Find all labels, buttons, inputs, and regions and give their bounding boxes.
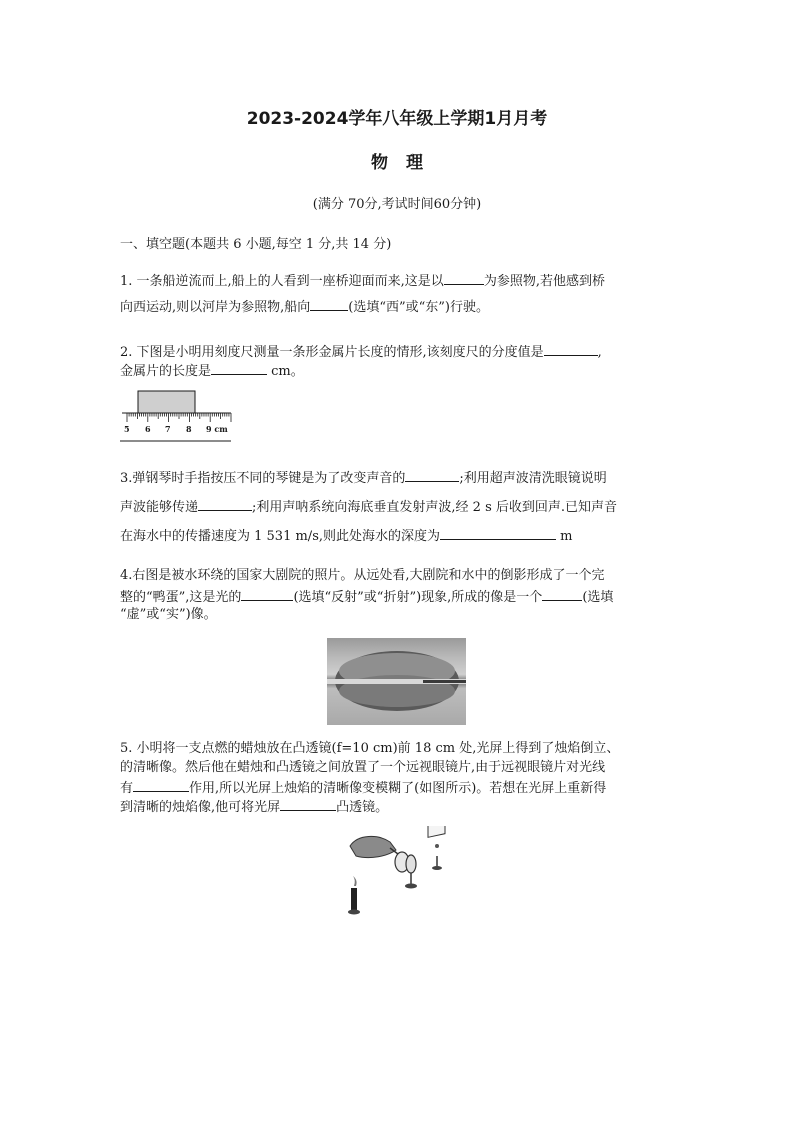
ruler-label-8: 8 <box>186 424 192 434</box>
ruler-label-6: 6 <box>145 424 151 434</box>
subject-title: 物理 <box>371 153 441 173</box>
convex-lens <box>406 855 416 873</box>
q4-blank1 <box>241 587 293 601</box>
q3-blank2 <box>198 497 252 511</box>
q4-blank2 <box>542 587 582 601</box>
candle-icon <box>348 876 360 915</box>
q1-blank2 <box>310 297 348 311</box>
exam-title: 2023-2024学年八年级上学期1月月考 <box>246 109 548 129</box>
q5-line3: 有 作用,所以光屏上烛焰的清晰像变模糊了(如图所示)。若想在光屏上重新得 <box>120 778 606 798</box>
q4-line2: 整的“鸭蛋”,这是光的 (选填“反射”或“折射”)现象,所成的像是一个 (选填 <box>120 587 613 607</box>
q5-blank2 <box>280 797 336 811</box>
national-theater-photo <box>327 638 466 725</box>
q5-blank1 <box>133 778 189 792</box>
q2-line2: 金属片的长度是 cm。 <box>120 361 304 381</box>
q2-line1: 2. 下图是小明用刻度尺测量一条形金属片长度的情形,该刻度尺的分度值是 , <box>120 342 602 362</box>
q1-line1: 1. 一条船逆流而上,船上的人看到一座桥迎面而来,这是以 为参照物,若他感到桥 <box>120 271 605 291</box>
q2-blank2 <box>211 361 267 375</box>
ruler-label-9cm: 9 cm <box>206 424 228 434</box>
q1-blank1 <box>444 271 484 285</box>
ruler-label-7: 7 <box>165 424 171 434</box>
q3-line2: 声波能够传递 ;利用声呐系统向海底垂直发射声波,经 2 s 后收到回声.已知声音 <box>120 497 617 517</box>
q5-line1: 5. 小明将一支点燃的蜡烛放在凸透镜(f=10 cm)前 18 cm 处,光屏上得到了烛焰倒立、 <box>120 741 620 756</box>
exam-note: (满分 70分,考试时间60分钟) <box>312 197 482 212</box>
q2-blank1 <box>544 342 598 356</box>
q3-blank3 <box>440 526 556 540</box>
q4-line1: 4.右图是被水环绕的国家大剧院的照片。从远处看,大剧院和水中的倒影形成了一个完 <box>120 568 605 583</box>
optics-experiment-figure <box>340 826 460 921</box>
q3-line3: 在海水中的传播速度为 1 531 m/s,则此处海水的深度为 m <box>120 526 572 546</box>
q3-line1: 3.弹钢琴时手指按压不同的琴键是为了改变声音的 ;利用超声波清洗眼镜说明 <box>120 468 607 488</box>
ruler-label-5: 5 <box>124 424 130 434</box>
q5-line2: 的清晰像。然后他在蜡烛和凸透镜之间放置了一个远视眼镜片,由于远视眼镜片对光线 <box>120 760 606 775</box>
q5-line4: 到清晰的烛焰像,他可将光屏 凸透镜。 <box>120 797 388 817</box>
q3-blank1 <box>405 468 459 482</box>
light-screen <box>428 826 445 837</box>
q4-line3: “虚”或“实”)像。 <box>120 607 217 622</box>
ruler-figure <box>118 388 238 446</box>
section-heading: 一、填空题(本题共 6 小题,每空 1 分,共 14 分) <box>120 237 392 252</box>
metal-strip <box>138 391 195 413</box>
q1-line2: 向西运动,则以河岸为参照物,船向 (选填“西”或“东”)行驶。 <box>120 297 489 317</box>
hand-icon <box>350 836 396 857</box>
